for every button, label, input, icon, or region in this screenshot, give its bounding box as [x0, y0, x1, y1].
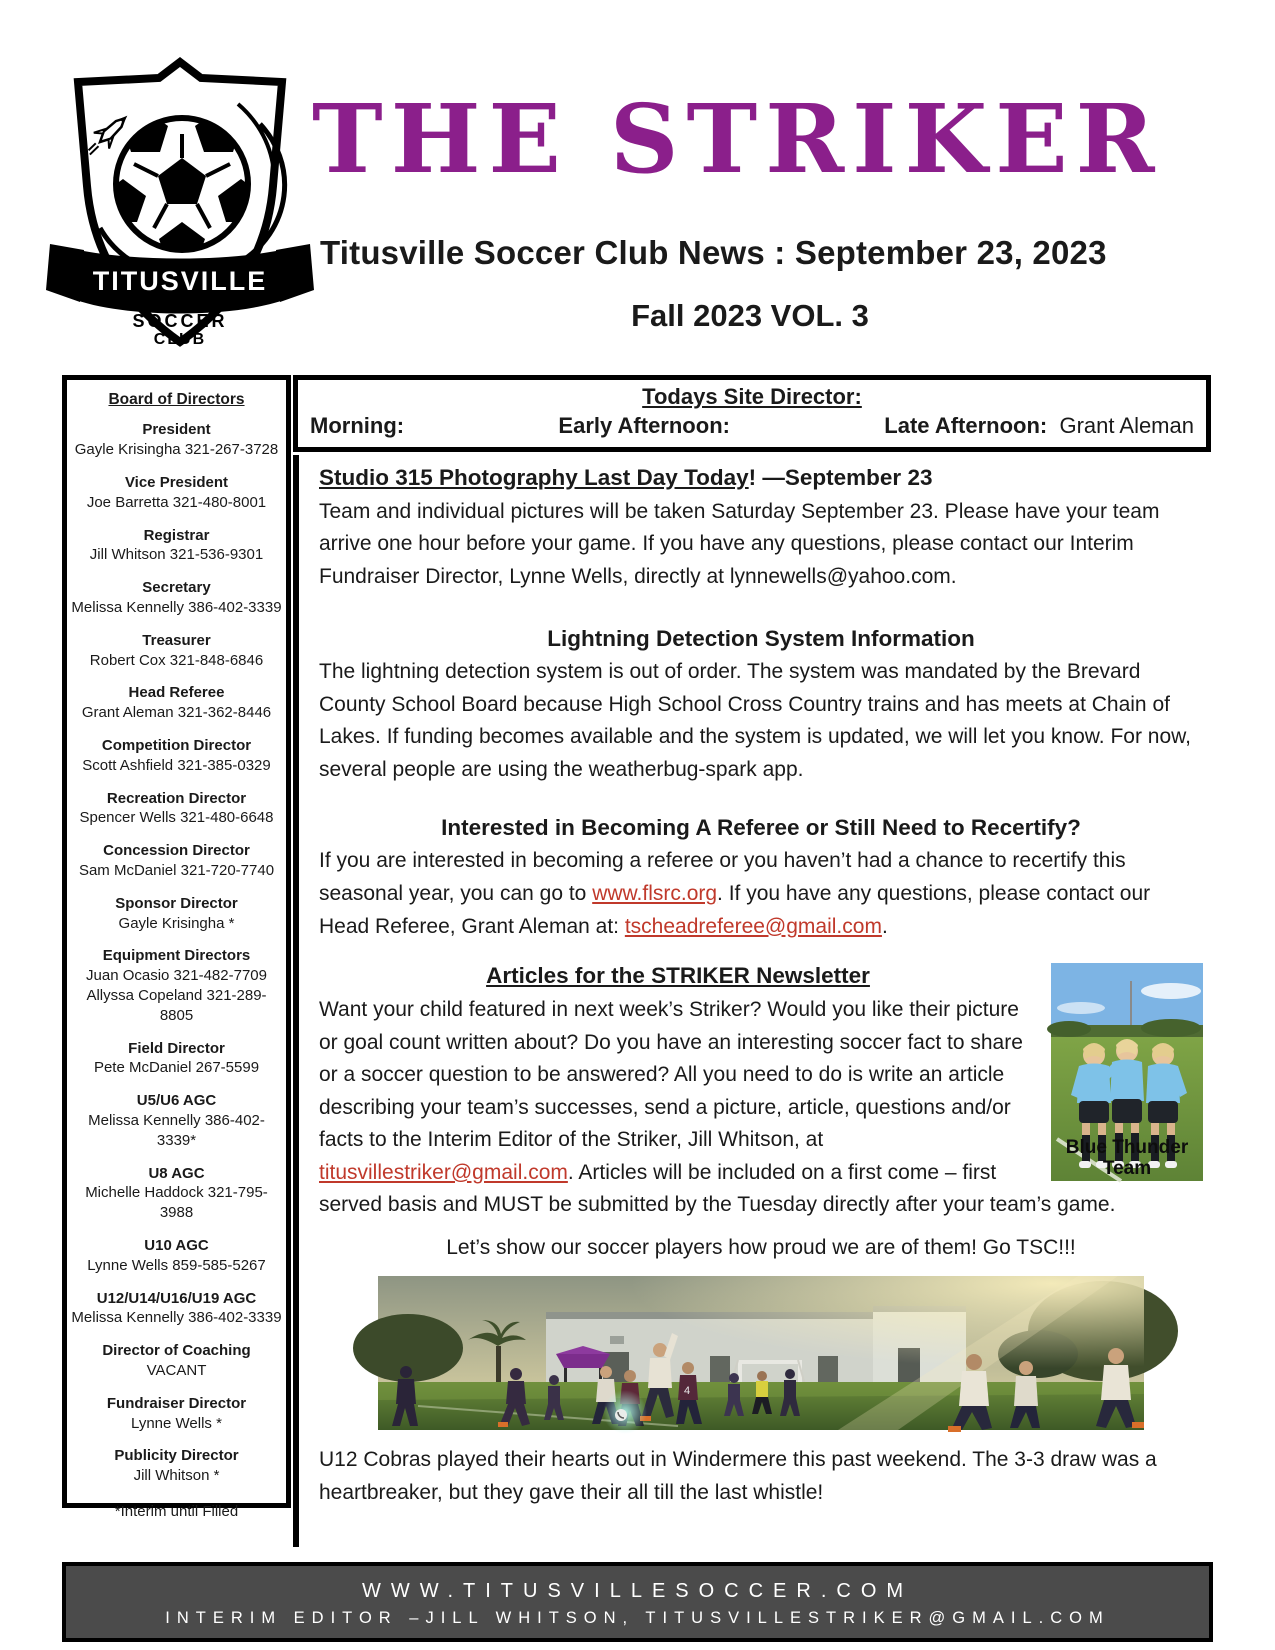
- board-entry: Director of Coaching VACANT: [102, 1342, 251, 1379]
- site-director-box: [293, 375, 1211, 452]
- sidebar-title: Board of Directors: [108, 391, 245, 408]
- slot-morning: Morning:: [310, 413, 405, 438]
- board-entry: Recreation Director Spencer Wells 321-480-6648: [79, 789, 274, 827]
- article-body: Team and individual pictures will be taken Saturday September 23. Please have your team arrive one hour before your game. If you have any questions, please contact our Interim Fundraiser Director, Lynne Wells, directly at lynnewells@yahoo.com.: [319, 499, 1160, 588]
- board-entry: Concession Director Sam McDaniel 321-720-7740: [78, 842, 275, 879]
- article-heading: Interested in Becoming A Referee or Still Need to Recertify?: [441, 814, 1081, 840]
- board-entry: U5/U6 AGC Melissa Kennelly 386-402-3339*: [88, 1092, 265, 1149]
- logo-soccer-text: SOCCER: [132, 311, 228, 331]
- board-entry: Field Director Pete McDaniel 267-5599: [93, 1039, 260, 1077]
- board-entry: Head Referee Grant Aleman 321-362-8446: [81, 684, 272, 722]
- article-photo-day: [319, 461, 1203, 594]
- article-referee: [319, 811, 1203, 944]
- board-entry: Vice President Joe Barretta 321-480-8001: [86, 474, 267, 511]
- page-subtitle: Titusville Soccer Club News : September 23, 2023: [320, 234, 1107, 271]
- logo-club-text: CLUB: [153, 331, 207, 348]
- board-entry: U12/U14/U16/U19 AGC Melissa Kennelly 386-402-3339: [71, 1289, 282, 1327]
- u12-cobras-game-photo: [378, 1276, 1144, 1430]
- article-body: If you are interested in becoming a referee or you haven’t had a chance to recertify this seasonal year, you can go to www.flsrc.org. If you have any questions, please contact our Head Referee, Grant Aleman at: tscheadreferee@gmail.com.: [319, 849, 1151, 938]
- logo-banner-text: TITUSVILLE: [92, 266, 268, 296]
- flsrc-link[interactable]: www.flsrc.org: [592, 882, 718, 905]
- club-crest-icon: [42, 56, 318, 348]
- game-caption: U12 Cobras played their hearts out in Windermere this past weekend. The 3-3 draw was a heartbreaker, but they gave their all till the last whistle!: [319, 1448, 1157, 1504]
- head-referee-email-link[interactable]: tscheadreferee@gmail.com: [624, 914, 882, 938]
- board-entry: Publicity Director Jill Whitson *: [114, 1447, 239, 1485]
- masthead: [0, 0, 1275, 360]
- articles-column: [293, 455, 1211, 1547]
- site-director-slots: [310, 413, 1194, 439]
- footer-website: WWW.TITUSVILLESOCCER.COM: [361, 1580, 914, 1602]
- volume-line: Fall 2023 VOL. 3: [631, 298, 869, 333]
- footer-bar: [62, 1562, 1213, 1642]
- slot-early-afternoon: Early Afternoon:: [558, 413, 730, 438]
- board-entry: Secretary Melissa Kennelly 386-402-3339: [71, 579, 282, 617]
- article-newsletter: [319, 959, 1203, 1264]
- footer-editor-contact: INTERIM EDITOR –JILL WHITSON, TITUSVILLESTRIKER@GMAIL.COM: [165, 1609, 1110, 1627]
- slot-late-afternoon: Late Afternoon: Grant Aleman: [884, 413, 1194, 438]
- board-of-directors-sidebar: [62, 375, 291, 1520]
- board-entry: Competition Director Scott Ashfield 321-385-0329: [82, 737, 271, 774]
- board-entry: U8 AGC Michelle Haddock 321-795-3988: [85, 1164, 268, 1222]
- striker-email-link[interactable]: titusvillestriker@gmail.com: [319, 1160, 568, 1184]
- sidebar-footnote: *Interim until Filled: [114, 1502, 239, 1520]
- blue-thunder-photo: [1051, 963, 1203, 1181]
- board-entry: Equipment Directors Juan Ocasio 321-482-7709 Allyssa Copeland 321-289-8805: [86, 947, 267, 1024]
- board-entry: U10 AGC Lynne Wells 859-585-5267: [87, 1236, 266, 1274]
- board-entry: Treasurer Robert Cox 321-848-6846: [89, 631, 264, 669]
- club-logo: [42, 56, 318, 348]
- page-title: THE STRIKER: [312, 84, 1163, 195]
- board-entry: President Gayle Krisingha 321-267-3728: [74, 421, 279, 459]
- go-tsc-line: Let’s show our soccer players how proud we are of them! Go TSC!!!: [446, 1235, 1076, 1259]
- article-heading: Articles for the STRIKER Newsletter: [486, 963, 870, 989]
- article-body: The lightning detection system is out of order. The system was mandated by the Brevard County School Board because High School Cross Country trains and has meets at Chain of Lakes. If funding becomes available and the system is updated, we will let you know. For now, several people are using the weatherbug-spark app.: [319, 660, 1191, 782]
- svg-text:4: 4: [684, 1385, 691, 1398]
- board-entry: Sponsor Director Gayle Krisingha *: [115, 894, 238, 932]
- article-body: Want your child featured in next week’s Striker? Would you like their picture or goal count written about? Do you have an interesting soccer fact to share or a soccer question to be answered? All you need to do is write an article describing your team’s successes, send a picture, article, questions and/or facts to the Interim Editor of the Striker, Jill Whitson, at titusvillestriker@gmail.com. Articles will be included on a first come – first served basis and MUST be submitted by the Tuesday directly after your team’s game.: [319, 997, 1116, 1217]
- article-heading: Studio 315 Photography Last Day Today! —September 23: [319, 465, 933, 490]
- board-entry: Fundraiser Director Lynne Wells *: [106, 1394, 247, 1432]
- article-heading: Lightning Detection System Information: [547, 625, 975, 651]
- blue-thunder-caption: Blue Thunder Team: [1065, 1136, 1189, 1179]
- board-entry: Registrar Jill Whitson 321-536-9301: [89, 526, 264, 564]
- site-director-title: Todays Site Director:: [642, 384, 862, 409]
- article-lightning: [319, 622, 1203, 787]
